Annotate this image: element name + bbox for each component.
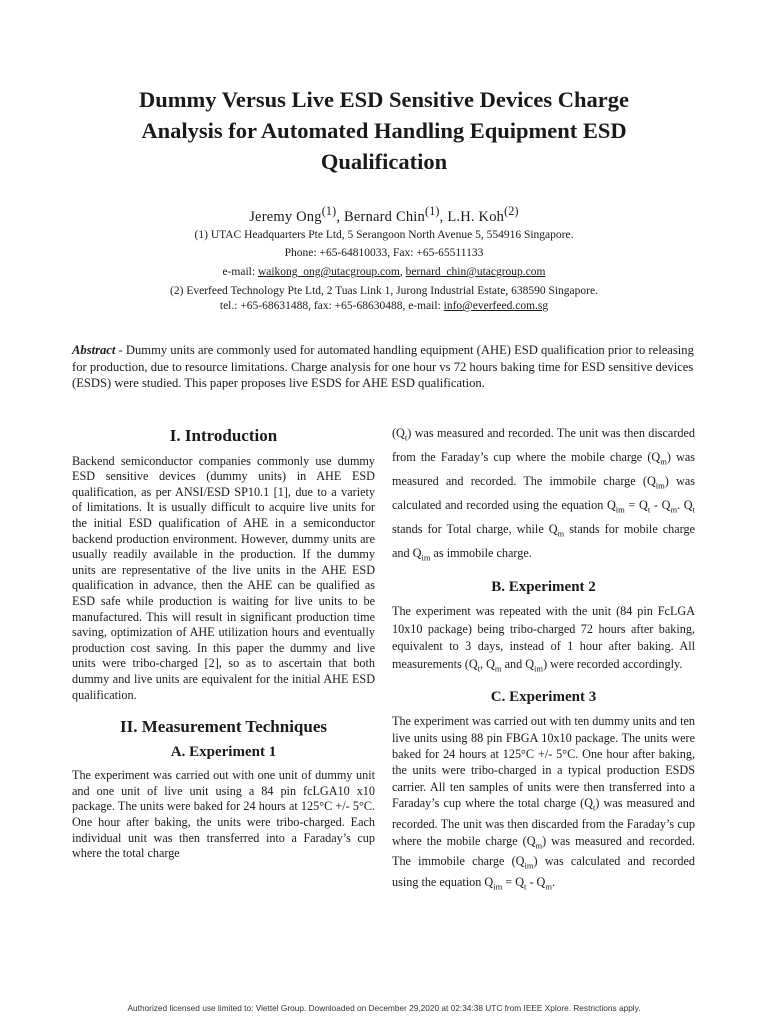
- experiment-3-text: The experiment was carried out with ten dummy units and ten live units using 88 pin FBGA 10x10 package. The units were baked for 24 hours at 125°C +/- 5°C. One hour after baking, the units were tribo-charged in a typical production ESDS carrier. All ten samples of units were then transferred into a Faraday’s cup where the total charge $(Q_t)$ was measured and recorded. The unit was then discarded from the Faraday’s cup where the mobile charge $(Q_m)$ was measured and recorded. The immobile charge $(Q_{im})$ was calculated and recorded using the equation $Q_{im} = Q_t - Q_m$.: [392, 714, 695, 892]
- author-1: Jeremy Ong: [249, 208, 322, 225]
- heading-experiment-2: B. Experiment 2: [491, 578, 596, 595]
- author-list: Jeremy Ong$^{(1)}$, Bernard Chin$^{(1)}$, L.H. Koh$^{(2)}$: [249, 204, 519, 225]
- affiliation-1-email: e-mail: waikong_ong@utacgroup.com, bernard_chin@utacgroup.com: [222, 266, 546, 278]
- title-line-3: Qualification: [320, 149, 448, 174]
- author-2-affil: (1): [424, 204, 440, 218]
- email-prefix: e-mail:: [222, 266, 258, 278]
- experiment-1-continued: $(Q_t)$ was measured and recorded. The unit was then discarded from the Faraday’s cup where the mobile charge $(Q_m)$ was measured and recorded. The immobile charge $(Q_{im})$ was calculated and recorded using the equation $Q_{im} = Q_t - Q_m$. $Q_t$ stands for Total charge, while $Q_m$ stands for mobile charge and $Q_{im}$ as immobile charge.: [392, 426, 696, 563]
- heading-experiment-1: A. Experiment 1: [170, 743, 277, 760]
- abstract-text: - Dummy units are commonly used for automated handling equipment (AHE) ESD qualification prior to releasing for production, due to resource limitations. Charge analysis for one hour vs 72 hours baking time for ESD sensitive devices (ESDS) were studied. This paper proposes live ESDS for AHE ESD qualification.: [72, 343, 694, 390]
- email-link-ong[interactable]: waikong_ong@utacgroup.com: [257, 266, 400, 278]
- email-link-everfeed[interactable]: info@everfeed.com.sg: [443, 300, 549, 312]
- title-line-2: Analysis for Automated Handling Equipment ESD: [141, 118, 627, 143]
- author-1-affil: (1): [321, 204, 337, 218]
- affiliation-2-tel: tel.: +65-68631488, fax: +65-68630488, e-mail:: [219, 300, 444, 312]
- heading-introduction: I. Introduction: [169, 426, 278, 445]
- author-2: Bernard Chin: [344, 208, 425, 225]
- abstract-label: Abstract: [72, 343, 116, 357]
- license-footer: Authorized licensed use limited to: Viettel Group. Downloaded on December 29,2020 at 02:34:38 UTC from IEEE Xplore. Restrictions apply.: [127, 1003, 641, 1013]
- abstract: [72, 342, 694, 392]
- heading-measurement-techniques: II. Measurement Techniques: [119, 717, 327, 737]
- right-column: [392, 424, 695, 895]
- email-link-chin[interactable]: bernard_chin@utacgroup.com: [405, 266, 546, 278]
- experiment-2-text: The experiment was repeated with the unit (84 pin FcLGA 10x10 package) being tribo-charged 72 hours after baking, equivalent to 3 days, instead of 1 hour after baking. All measurements ($Q_t$, $Q_m$ and $Q_{im}$) were recorded accordingly.: [392, 604, 695, 674]
- left-column: [72, 424, 375, 862]
- heading-experiment-3: C. Experiment 3: [490, 688, 597, 705]
- experiment-1-text: The experiment was carried out with one unit of dummy unit and one unit of live unit using a 84 pin fcLGA10 x10 package. The units were baked for 24 hours at 125°C +/- 5°C. One hour after baking, the units were tribo-charged. Each individual unit was then transferred into a Faraday’s cup where the total charge: [72, 768, 375, 861]
- affiliation-2: (2) Everfeed Technology Pte Ltd, 2 Tuas Link 1, Jurong Industrial Estate, 638590 Singapore.: [170, 285, 598, 297]
- author-3-affil: (2): [504, 204, 519, 218]
- author-3: L.H. Koh: [447, 208, 505, 225]
- affiliation-1: (1) UTAC Headquarters Pte Ltd, 5 Serangoon North Avenue 5, 554916 Singapore.: [194, 229, 574, 241]
- title-line-1: Dummy Versus Live ESD Sensitive Devices Charge: [139, 87, 629, 112]
- affiliation-2-contact: [0, 300, 768, 312]
- introduction-text: Backend semiconductor companies commonly use dummy ESD sensitive devices (dummy units) in AHE ESD qualification, as per ANSI/ESD SP10.1 [1], due to a variety of limitations. It is usually difficult to acquire live units for the initial ESD qualification of AHE in a semiconductor backend production environment. However, dummy units are usually readily available in the production. If the dummy units are representative of the live units in the AHE ESD qualification in advance, then the AHE can be qualified as ESD safe while production is waiting for live units to be manufactured. This will result in significant production time saving, optimization of AHE utilization hours and eventually production cost saving. In this paper the dummy and live units were tribo-charged [2], so as to ascertain that both dummy and live units are equivalent for the initial AHE ESD qualification.: [72, 453, 375, 702]
- paper-title: [60, 84, 708, 177]
- affiliation-1-phone: Phone: +65-64810033, Fax: +65-65511133: [284, 247, 484, 259]
